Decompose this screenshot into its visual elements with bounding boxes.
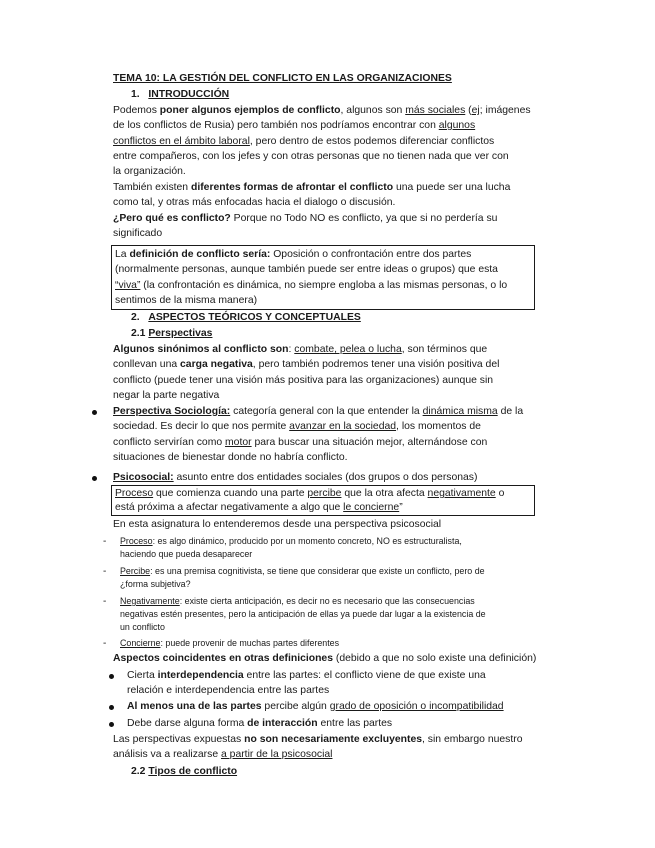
paragraph-forms-line1: También existen diferentes formas de afrontar el conflicto una puede ser una lucha xyxy=(113,182,511,193)
dash-negativamente-line3: un conflicto xyxy=(120,622,165,632)
paragraph-synonyms-line2: conllevan una carga negativa, pero también podremos tener una visión positiva del xyxy=(113,359,500,370)
bullet-dot xyxy=(109,722,114,727)
bullet-dot xyxy=(92,476,97,481)
paragraph-examples-line1: Podemos poner algunos ejemplos de conflicto, algunos son más sociales (ej; imágenes xyxy=(113,105,531,116)
bullet-sociologia-line3: conflicto servirían como motor para buscar una situación mejor, alternándose con xyxy=(113,437,488,448)
paragraph-forms-line2: como tal, y otras más enfocadas hacia el dialogo o discusión. xyxy=(113,197,396,208)
process-definition-line2: está próxima a afectar negativamente a algo que le concierne” xyxy=(115,502,403,513)
dash-marker: - xyxy=(103,566,107,577)
bullet-sociologia-line2: sociedad. Es decir lo que nos permite avanzar en la sociedad, los momentos de xyxy=(113,421,481,432)
dash-proceso-line1: Proceso: es algo dinámico, producido por un momento concreto, NO es estructuralista, xyxy=(120,536,462,546)
dash-percibe-line1: Percibe: es una premisa cognitivista, se tiene que considerar que existe un conflicto, pero de xyxy=(120,566,485,576)
paragraph-examples-line5: la organización. xyxy=(113,166,186,177)
section-2-2-heading: 2.2 Tipos de conflicto xyxy=(131,766,238,777)
definition-line1: La definición de conflicto sería: Oposición o confrontación entre dos partes xyxy=(115,249,472,260)
bullet-dot xyxy=(92,410,97,415)
paragraph-question-line2: significado xyxy=(113,228,163,239)
section-2-1-heading: 2.1 Perspectivas xyxy=(131,328,213,339)
section-1-heading: 1. INTRODUCCIÓN xyxy=(131,89,230,100)
paragraph-coincident-aspects: Aspectos coincidentes en otras definiciones (debido a que no solo existe una definición) xyxy=(113,653,537,664)
dash-negativamente-line2: negativas estén presentes, pero la anticipación de ellas ya puede dar lugar a la existencia de xyxy=(120,609,486,619)
dash-concierne: Concierne: puede provenir de muchas partes diferentes xyxy=(120,638,340,648)
definition-line4: sentimos de la misma manera) xyxy=(115,295,258,306)
bullet-interdependencia-line1: Cierta interdependencia entre las partes: el conflicto viene de que existe una xyxy=(127,670,486,681)
dash-marker: - xyxy=(103,638,107,649)
definition-line3: “viva” (la confrontación es dinámica, no siempre engloba a las mismas personas, o lo xyxy=(115,280,508,291)
paragraph-perspectives-line2: análisis va a realizarse a partir de la psicosocial xyxy=(113,749,333,760)
bullet-sociologia-line4: situaciones de bienestar donde no habría conflicto. xyxy=(113,452,348,463)
dash-negativamente-line1: Negativamente: existe cierta anticipación, es decir no es necesario que las consecuencias xyxy=(120,596,475,606)
paragraph-examples-line3: conflictos en el ámbito laboral, pero dentro de estos podemos diferenciar conflictos xyxy=(113,136,495,147)
dash-percibe-line2: ¿forma subjetiva? xyxy=(120,579,191,589)
dash-proceso-line2: haciendo que pueda desaparecer xyxy=(120,549,253,559)
paragraph-psicosocial: En esta asignatura lo entenderemos desde una perspectiva psicosocial xyxy=(113,519,442,530)
dash-marker: - xyxy=(103,596,107,607)
paragraph-synonyms-line1: Algunos sinónimos al conflicto son: combate, pelea o lucha, son términos que xyxy=(113,344,488,355)
paragraph-question-line1: ¿Pero qué es conflicto? Porque no Todo NO es conflicto, ya que si no perdería su xyxy=(113,213,498,224)
paragraph-synonyms-line4: negar la parte negativa xyxy=(113,390,220,401)
bullet-dot xyxy=(109,705,114,710)
definition-line2: (normalmente personas, aunque también puede ser entre ideas o grupos) que esta xyxy=(115,264,498,275)
dash-marker: - xyxy=(103,536,107,547)
bullet-psicosocial: Psicosocial: asunto entre dos entidades sociales (dos grupos o dos personas) xyxy=(113,472,478,483)
process-definition-line1: Proceso que comienza cuando una parte percibe que la otra afecta negativamente o xyxy=(115,488,505,499)
section-2-heading: 2. ASPECTOS TEÓRICOS Y CONCEPTUALES xyxy=(131,312,361,323)
bullet-interdependencia-line2: relación e interdependencia entre las partes xyxy=(127,685,330,696)
bullet-oposicion: Al menos una de las partes percibe algún grado de oposición o incompatibilidad xyxy=(127,701,504,712)
paragraph-examples-line4: entre compañeros, con los jefes y con otras personas que no tienen nada que ver con xyxy=(113,151,509,162)
page-title: TEMA 10: LA GESTIÓN DEL CONFLICTO EN LAS ORGANIZACIONES xyxy=(113,73,452,84)
bullet-interaccion: Debe darse alguna forma de interacción entre las partes xyxy=(127,718,393,729)
paragraph-synonyms-line3: conflicto (puede tener una visión más positiva para las organizaciones) aunque sin xyxy=(113,375,494,386)
bullet-dot xyxy=(109,674,114,679)
bullet-sociologia-line1: Perspectiva Sociología: categoría general con la que entender la dinámica misma de la xyxy=(113,406,524,417)
paragraph-examples-line2: de los conflictos de Rusia) pero también nos podríamos encontrar con algunos xyxy=(113,120,476,131)
paragraph-perspectives-line1: Las perspectivas expuestas no son necesariamente excluyentes, sin embargo nuestro xyxy=(113,734,523,745)
